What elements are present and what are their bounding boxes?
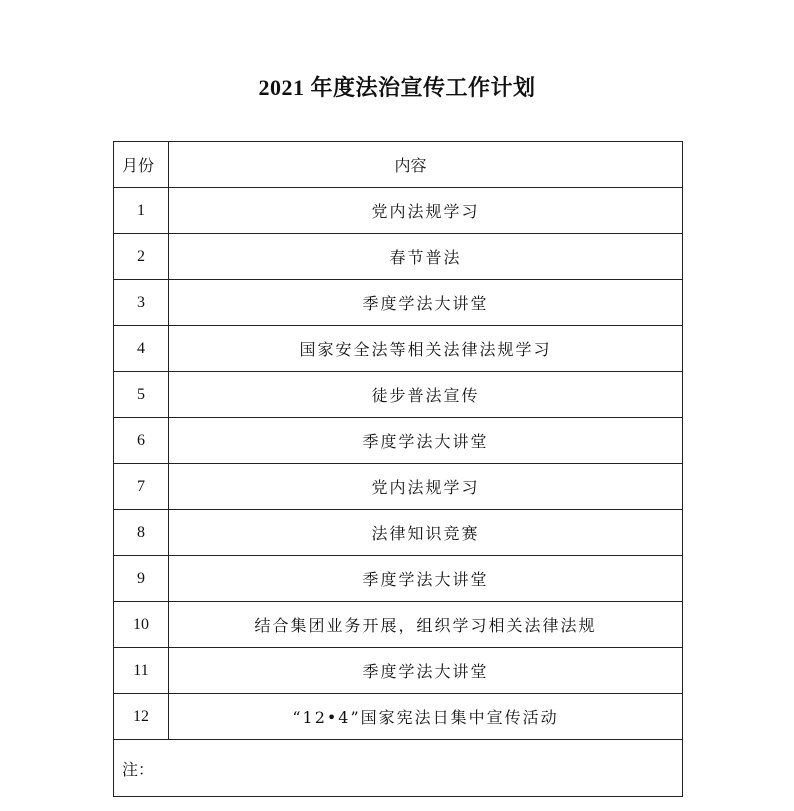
table-row: [114, 188, 683, 234]
month-cell: 2: [114, 234, 169, 280]
month-cell: 9: [114, 556, 169, 602]
plan-table: [113, 141, 683, 797]
page-title: 2021 年度法治宣传工作计划: [258, 75, 536, 100]
month-cell: 7: [114, 464, 169, 510]
month-column-header: 月份: [114, 142, 169, 188]
table-row: [114, 510, 683, 556]
content-column-header: 内容: [169, 142, 683, 188]
content-cell: 法律知识竞赛: [169, 510, 683, 556]
content-cell: “12•4”国家宪法日集中宣传活动: [169, 694, 683, 740]
content-cell: 徒步普法宣传: [169, 372, 683, 418]
table-row: [114, 648, 683, 694]
content-cell: 春节普法: [169, 234, 683, 280]
content-cell: 季度学法大讲堂: [169, 556, 683, 602]
table-row: [114, 556, 683, 602]
month-cell: 3: [114, 280, 169, 326]
content-cell: 党内法规学习: [169, 464, 683, 510]
table-row: [114, 372, 683, 418]
table-row: [114, 694, 683, 740]
month-cell: 5: [114, 372, 169, 418]
content-cell: 季度学法大讲堂: [169, 280, 683, 326]
month-cell: 6: [114, 418, 169, 464]
content-cell: 季度学法大讲堂: [169, 648, 683, 694]
table-row: [114, 280, 683, 326]
table-row: [114, 418, 683, 464]
month-cell: 4: [114, 326, 169, 372]
content-cell: 季度学法大讲堂: [169, 418, 683, 464]
content-cell: 结合集团业务开展，组织学习相关法律法规: [169, 602, 683, 648]
table-row: [114, 234, 683, 280]
note-label: 注：: [114, 740, 683, 797]
note-row: [114, 740, 683, 797]
content-cell: 党内法规学习: [169, 188, 683, 234]
month-cell: 1: [114, 188, 169, 234]
month-cell: 10: [114, 602, 169, 648]
table-row: [114, 464, 683, 510]
month-cell: 11: [114, 648, 169, 694]
table-header-row: [114, 142, 683, 188]
table-row: [114, 602, 683, 648]
table-row: [114, 326, 683, 372]
month-cell: 8: [114, 510, 169, 556]
month-cell: 12: [114, 694, 169, 740]
content-cell: 国家安全法等相关法律法规学习: [169, 326, 683, 372]
